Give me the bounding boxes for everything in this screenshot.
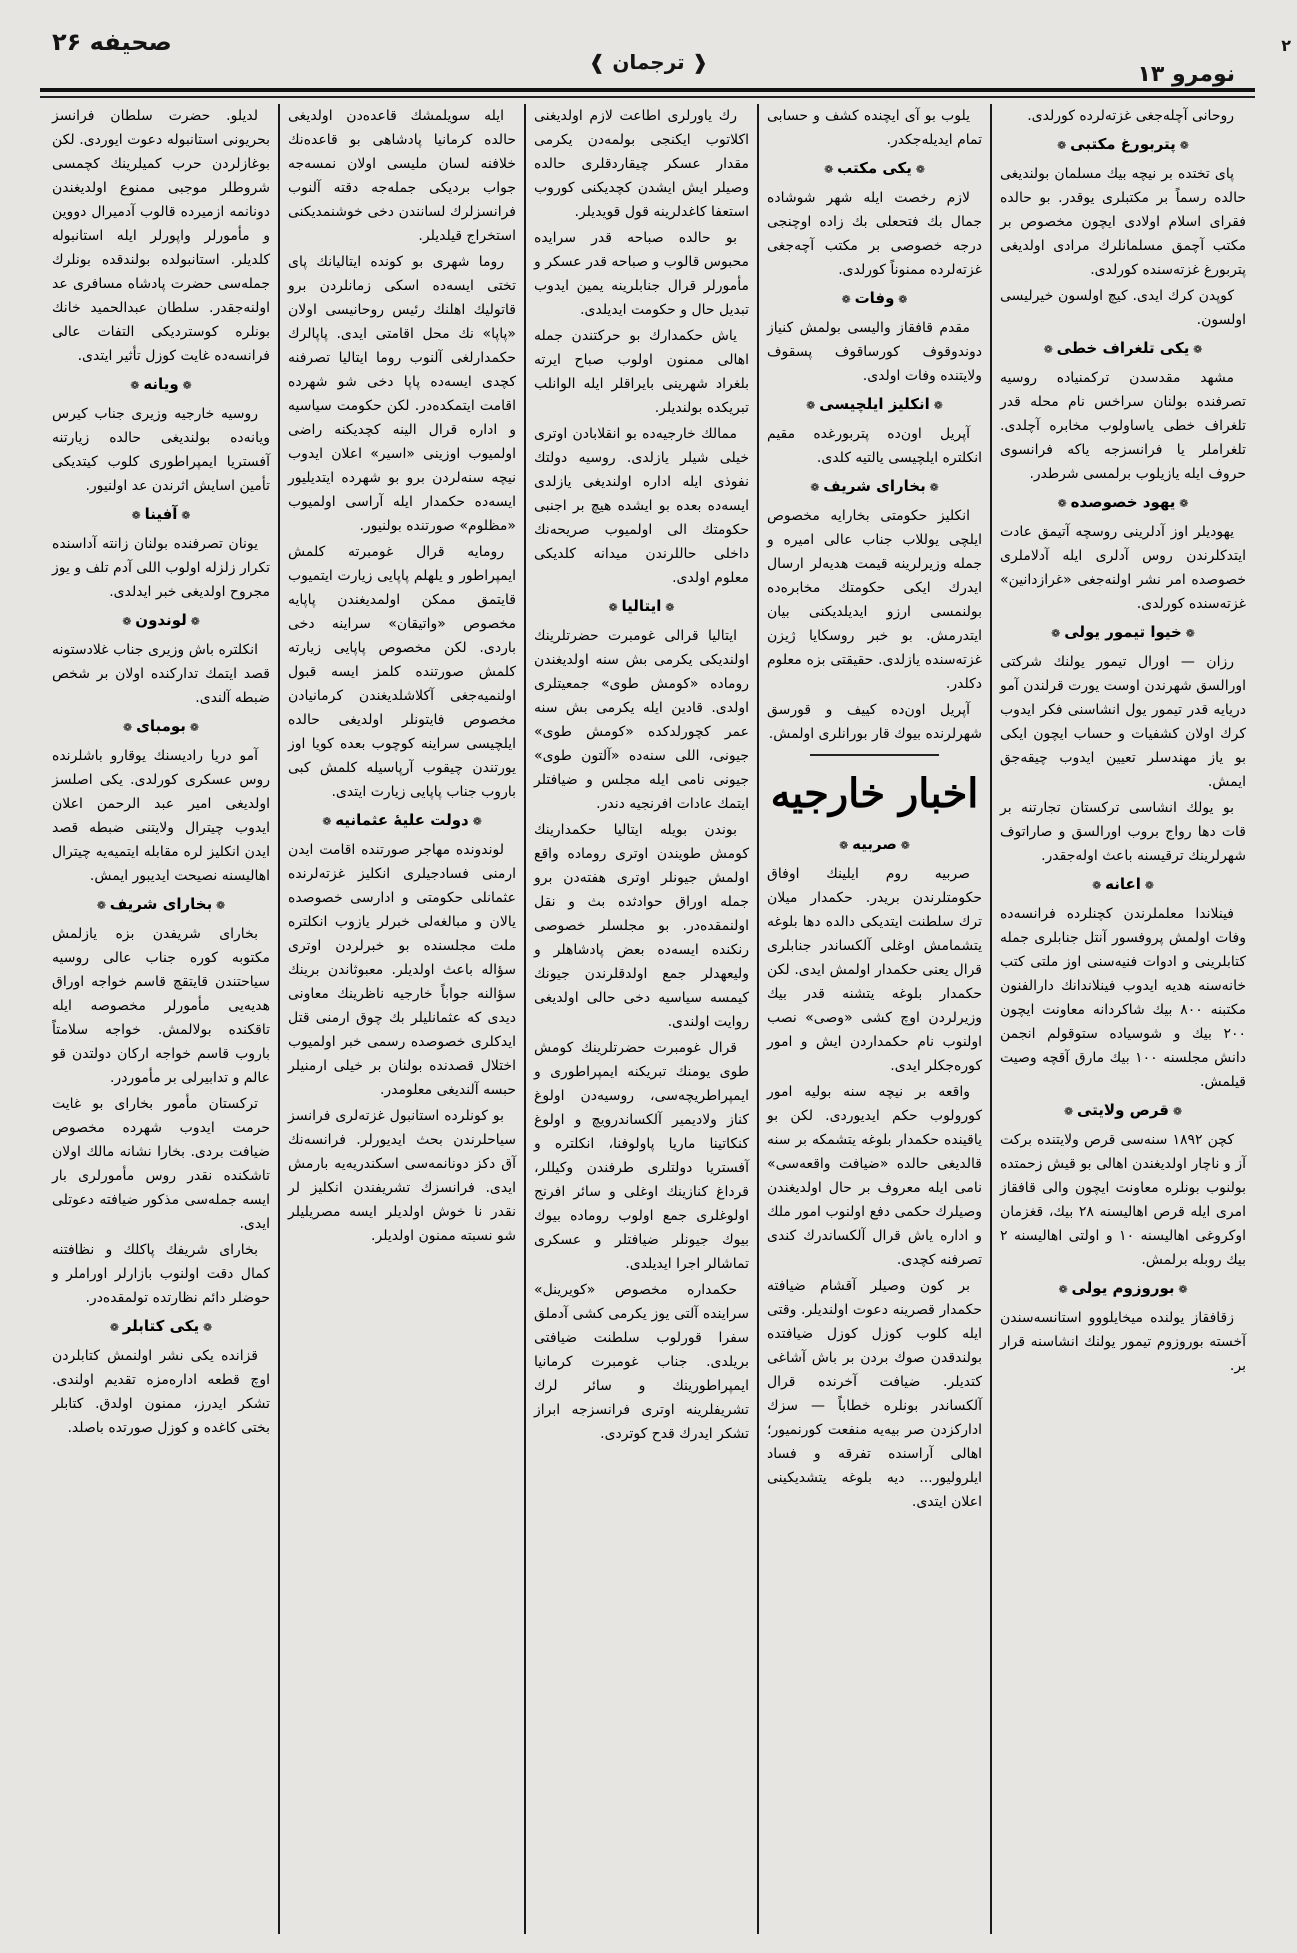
article-paragraph: روسیه خارجیه وزیری جناب کیرس ویانه‌ده بولندیغی حالده زیارتنه آفستریا ایمپراطوری کلوب کیتدیکی تأمین اسایش اثرندن عد اولنیور. (52, 406, 270, 494)
article-paragraph: بو کونلرده استانبول غزته‌لری فرانسز سیاحلرندن بحث ایدیورلر. فرانسه‌نك آق دکز دونانمه‌سی اسکندریه‌یه بارمش ایدی. فرانسزك تشریفندن انکلیز لر نقدر نا خوش اولدیلر ایسه مصریلیلر شو نسبته ممنون اولدیلر. (288, 1108, 516, 1244)
column-4 (280, 104, 526, 1934)
section-divider (810, 754, 939, 756)
article-paragraph: لدیلو. حضرت سلطان فرانسز بحریونی استانبوله دعوت ایوردی. لکن بوغازلردن حرب کمیلرینك کچمسی شروطلر موجبی ممنوع اولدیغندن دونانمه ازمیرده قالوب آدمیرال دووین و مأمورلر واپورلر ایله استانبوله کلدیلر. استانبولده بولندقده بونلرك جمله‌سی حضرت پادشاه مسافری عد اولنه‌جقدر. سلطان عبدالحمید خانك بونلره کوستردیکی التفات عالی فرانسه‌ده غایت کوزل تأثیر ایتدی. (52, 108, 270, 364)
article-paragraph: یهودیلر اوز آدلرینی روسچه آتیمق عادت ایتدکلرندن روس آدلری ایله آدلاملری خصوصده امر نشر اولنه‌جغی «غرازدانین» غزته‌سنده کورلدی. (1000, 524, 1246, 612)
issue-number: نومرو ۱۳ (1137, 62, 1235, 87)
article-paragraph: بو یولك انشاسی ترکستان تجارتنه بر قات دها رواج بروب اورالسق و صاراتوف شهرلرینك ترقیسنه باعث اوله‌جقدر. (1000, 800, 1246, 864)
corner-mark: ۲ (1281, 36, 1291, 55)
section-heading: ❁ بوروزوم یولی ❁ (1000, 1276, 1246, 1302)
section-heading: ❁ پتربورغ مکتبی ❁ (1000, 132, 1246, 158)
section-heading: ❁ صربیه ❁ (767, 832, 982, 858)
section-heading: ❁ خیوا تیمور یولی ❁ (1000, 620, 1246, 646)
article-paragraph: انکلیز حکومتی بخارایه مخصوص ایلچی یوللاب جناب عالی امیره و جمله وزیرلرینه قیمت هدیه‌لر ارسال ایدرك ایکی حکومتك مخابره‌ده بولنمسی ارزو ایدیلدیکنی بیان ایتدرمش. بو خبر روسکایا ژیزن غزته‌سنده یازلدی. حقیقتی بزه معلوم دکلدر. (767, 508, 982, 692)
section-heading: ❁ بومبای ❁ (52, 714, 270, 740)
column-5 (44, 104, 280, 1934)
article-paragraph: قرال غومبرت حضرتلرینك کومش طوی یومنك تبریکنه ایمپراطوری و ایمپراطریچه‌سی، روسیه‌دن اولوغ کناز ولادیمیر آلکساندرویچ و اولوغ کنکاتینا ماریا پاولوفنا، انکلتره و آفستریا دولتلری طرفندن وکیللر، قرداغ کنازینك اوغلی و سائر افرنج اولوغلری جمع اولوب روماده بیوك بیوك جیونلر ضیافتلر و عسکری تماشالر اجرا ایدیلدی. (534, 1040, 749, 1272)
section-heading: ❁ اعانه ❁ (1000, 872, 1246, 898)
foreign-news-banner: اخبار خارجیه (770, 770, 979, 817)
article-paragraph: واقعه بر نیچه سنه بولیه امور کورولوب حکم ایدیوردی. لکن بو یاقینده حکمدار بلوغه یتشمکه بر سنه قالدیغی حالده «ضیافت واقعه‌سی» نامی ایله معروف بر حال اولدیغندن وصیلرك حکمی دفع اولنوب امور ملك و اداره یاش قرال آلکساندرك کندی تصرفنه کچدی. (767, 1084, 982, 1268)
article-paragraph: روما شهری بو کونده ایتالیانك پای تختی ایسه‌ده اسکی زمانلردن برو قاتولیك اهلنك رئیس روحانیسی اولان «پاپا» نك محل اقامتی ایدی. پاپالرك حکمدارلغی آلنوب روما ایتالیا تصرفنه کچدی ایسه‌ده پاپا دخی شو شهرده اقامت ایتمکده‌در. لکن حکومت سیاسیه و اداره قرال الینه کچدیکنه راضی اولمیوب اوزینی «اسیر» اعلان ایدوب نیچه سنه‌لردن برو بو شهرده ایتدیلیور ایسه‌ده حکمدار ایله آراسی اولمیوب «مظلوم» صورتنده بولنیور. (288, 254, 516, 534)
section-heading: ❁ انکلیز ایلچیسی ❁ (767, 392, 982, 418)
article-paragraph: آمو دریا رادیسنك یوقارو باشلرنده روس عسکری کورلدی. یکی اصلسز اولدیغی امیر عبد الرحمن اعلان ایدوب چیترال ولایتنی ضبطه قصد ایدن انکلیز لره مقابله ایتمیه‌یه چیترال اهالیسنه نصیحت ایدیبور ایمش. (52, 748, 270, 884)
article-columns (44, 104, 1254, 1934)
section-heading: ❁ دولت علیهٔ عثمانیه ❁ (288, 808, 516, 834)
article-paragraph: لازم رخصت ایله شهر شوشاده جمال بك فتحعلی بك زاده اوچنجی درجه خصوصی بر مکتب آچه‌جغی غزته‌لرده ممنوناً کورلدی. (767, 190, 982, 278)
article-paragraph: ایتالیا قرالی غومبرت حضرتلرینك اولندیکی یکرمی بش سنه اولدیغندن روماده «کومش طوی» جمعیتلری اولدی. قادین ایله یکرمی بش سنه عمر کچورلدکده «کومش طوی» جیونی، اللی سنه‌ده «آلتون طوی» جیونی نامی ایله مجلس و ضیافتلر ایتمك عادات افرنجیه دندر. (534, 628, 749, 812)
article-paragraph: لوندونده مهاجر صورتنده اقامت ایدن ارمنی فسادجیلری انکلیز غزته‌لرنده عثمانلی حکومتی و ادارسی خصوصده یالان و مبالغه‌لی خبرلر یازوب انکلتره ملت مجلسنده بو خبرلردن اوتری سؤاله باعث اولدیلر. معبوثاندن برینك سؤالنه جواباً خارجیه ناظرینك معاونی دیدی که عثمانلیلر بك چوق ارمنی قتل ایدکلری خصوصده رسمی خبر اولمیوب اختلال قصدنده بولنان بر خیلی ارمنیلر حبسه آلندیغی معلومدر. (288, 842, 516, 1098)
header-rule (40, 88, 1255, 92)
article-paragraph: ایله سویلمشك قاعده‌دن اولدیغی حالده کرمانیا پادشاهی بو قاعده‌نك خلافنه لسان ملیسی اولان نمسه‌جه جواب بردیکی جمله‌جه دقته آلنوب فرانسزلرك لسانندن دخی خوشنمدیکنی استخراج قیلدیلر. (288, 108, 516, 244)
column-2 (759, 104, 992, 1934)
section-heading: ❁ آفینا ❁ (52, 502, 270, 528)
article-paragraph: یونان تصرفنده بولنان زانته آداسنده تکرار زلزله اولوب اللی آدم تلف و یوز مجروح اولدیغی خبر ایدلدی. (52, 536, 270, 600)
article-paragraph: فینلاندا معلملرندن کچنلرده فرانسه‌ده وفات اولمش پروفسور آنتل جنابلری جمله کتابلرینی و ادوات فنیه‌سنی اوز ملتی کتب خانه‌سنه هدیه ایدوب فینلاندانك دارالفنون مکتبنه ۸۰۰ بیك شاکردانه معاونت ایچون ۲۰۰ بیك و شوسیاده ستوقولم انجمن دانش مجلسنه ۱۰۰ بیك مارق آقچه وصیت قیلمش. (1000, 906, 1246, 1090)
article-paragraph: کچن ۱۸۹۲ سنه‌سی قرص ولایتنده برکت آز و ناچار اولدیغندن اهالی بو قیش زحمتده بولنوب بونلره معاونت ایچون والی قافقاز امری ایله قرص اهالیسنه ۲۸ بیك، قغزمان اوکروغی اهالیسنه ۱۰ و اولتی اهالیسنه ۲ بیك روبله برلمش. (1000, 1132, 1246, 1268)
article-paragraph: مشهد مقدسدن ترکمنیاده روسیه تصرفنده بولنان سراخس نام محله قدر تلغراف خطی یاساولوب مخابره آچلدی. تلغراملر یا فرانسزجه یاکه فرانسوی حروف ایله یازیلوب برلمسی شرطدر. (1000, 370, 1246, 482)
article-paragraph: حکمداره مخصوص «کویرینل» سراینده آلتی یوز یکرمی کشی آدملق سفرا قورلوب سلطنت ضیافتی بریلدی. جناب غومبرت کرمانیا ایمپراطورینك و سائر لرك تشریفلرینه اوتری فرانسزجه ابراز تشکر ایدرك قدح کوتردی. (534, 1282, 749, 1442)
article-paragraph: یاش حکمدارك بو حرکتندن جمله اهالی ممنون اولوب صباح ایرته بلغراد شهرینی بایراقلر ایله الوانلب تبریکده بولندیلر. (534, 328, 749, 416)
column-1 (992, 104, 1254, 1934)
article-paragraph: ممالك خارجیه‌ده بو انقلابادن اوتری خیلی شیلر یازلدی. روسیه دولتك نفوذی ایله اداره اولندیغی یازلدی ایسه‌ده بعده بو ایشده هیچ بر اجنبی حکومتك الی اولمیوب صریحه‌نك داخلی حاللرندن میدانه کلدیکی معلوم اولدی. (534, 426, 749, 586)
article-paragraph: آپریل اون‌ده کییف و قورسق شهرلرنده بیوك قار بورانلری اولمش. (767, 702, 982, 742)
page-number: صحیفه ۲۶ (52, 28, 172, 56)
article-paragraph: بوندن بویله ایتالیا حکمدارینك کومش طویندن اوتری روماده واقع اولمش جیونلر اوتری هفته‌دن برو جمله اوراق حوادثده بث و نقل اولنمقده‌در. بو مجلسلر خصوصی رنکنده ایسه‌ده بعض پادشاهلر و ولیعهدلر جمع اولدقلرندن جیونك کیمسه سیاسیه دخی حالی اولدیغی روایت اولندی. (534, 822, 749, 1030)
section-heading: ❁ یهود خصوصده ❁ (1000, 490, 1246, 516)
section-heading: ❁ ایتالیا ❁ (534, 594, 749, 620)
article-paragraph: رك یاورلری اطاعت لازم اولدیغنی اکلاتوب ایکنجی بولمه‌دن یکرمی مقدار عسکر چیقاردقلری حالده وصیلر ایش ایشدن کچدیکنی کوروب استعفا کاغدلرینه قول قویدیلر. (534, 108, 749, 220)
article-paragraph: رومایه قرال غومبرته کلمش ایمپراطور و یلهلم پاپایی زیارت ایتمیوب قایتمق ممکن اولمدیغندن پاپایه مخصوص «واتیقان» سراینه دخی باردی. لکن مخصوص پاپایی زیارته کلمش صورتنده کلمز ایسه قبول اولنمیه‌جغی آکلاشلدیغندن کرمانیادن مخصوص فایتونلر اولدیغی حالده ایلچیسی سراینه کوچوب بعده کویا اوز یورتندن چیقوب آرپاسیله کلمش کبی باروب جناب پاپایی زیارت ایتدی. (288, 544, 516, 800)
section-heading: ❁ وفات ❁ (767, 286, 982, 312)
section-heading: ❁ یکی کتابلر ❁ (52, 1314, 270, 1340)
header-rule-thin (40, 96, 1255, 98)
article-paragraph: بخارای شریفك پاکلك و نظافتنه کمال دقت اولنوب بازارلر اوراملر و حوضلر دائم نظارتده تولمقده‌در. (52, 1242, 270, 1306)
section-heading: ❁ یکی مکتب ❁ (767, 156, 982, 182)
article-paragraph: زقافقاز یولنده میخایلووو استانسه‌سندن آخسته بوروزوم تیمور یولنك انشاسنه قرار بر. (1000, 1310, 1246, 1374)
article-paragraph: رزان — اورال تیمور یولنك شرکتی اورالسق شهرندن اوست یورت قرلندن آمو دریایه قدر تیمور یول انشاسنی فکر ایدوب کرك اولان کشفیات و حساب ایچون ایکی بو یاز مهندسلر تعیین ایدوب چیقه‌جق ایمش. (1000, 654, 1246, 790)
article-paragraph: صربیه روم ایلینك اوفاق حکومتلرندن بریدر. حکمدار میلان ترك سلطنت ایتدیکی دالده دها بلوغه یتشمامش اوغلی آلکساندر جنابلری قرال یعنی حکمدار اولمش ایدی. لکن حکمدار بلوغه یتشنه قدر بیك وزیرلردن اوچ کشی «وصی» نصب اولنوب نام حکمداردن ایش و امور کوره‌جکلر ایدی. (767, 866, 982, 1074)
article-paragraph: کوپدن کرك ایدی. کیچ اولسون خیرلیسی اولسون. (1000, 288, 1246, 328)
section-heading: ❁ بخارای شریف ❁ (767, 474, 982, 500)
article-paragraph: روحانی آچله‌جغی غزته‌لرده کورلدی. (1027, 108, 1234, 124)
article-paragraph: یلوب بو آی ایچنده کشف و حسابی تمام ایدیله‌جکدر. (767, 108, 982, 148)
article-paragraph: انکلتره باش وزیری جناب غلادستونه قصد ایتمك تدارکنده اولان بر شخص ضبطه آلندی. (52, 642, 270, 706)
column-3 (526, 104, 759, 1934)
article-paragraph: پای تختده بر نیچه بیك مسلمان بولندیغی حالده رسماً بر مکتبلری یوقدر. بو حالده فقرای اسلام اولادی ایچون مخصوص بر مکتب آچمق مسلمانلرك مرادی اولدیغی پتربورغ غزته‌سنده کورلدی. (1000, 166, 1246, 278)
section-heading: ❁ لوندون ❁ (52, 608, 270, 634)
newspaper-title: ❰ ترجمان ❱ (588, 50, 709, 74)
section-heading: ❁ ویانه ❁ (52, 372, 270, 398)
article-paragraph: بر کون وصیلر آقشام ضیافته حکمدار قصرینه دعوت اولندیلر. وقتی ایله کلوب کوزل کوزل ضیافتده بولندقدن صوك بردن بر باش آشاغی کتدیلر. ضیافت آخرنده قرال آلکساندر بونلره خطاباً — سزك ادارکزدن صر بیه‌یه منفعت کورنمیور؛ اهالی آراسنده تفرقه و فساد ایلرولیور... دیه بلوغه یتشدیکینی اعلان ایتدی. (767, 1278, 982, 1510)
article-paragraph: بخارای شریفدن بزه یازلمش مکتوبه کوره جناب عالی روسیه سیاحتندن قایتقچ قاسم خواجه اوراق هدیه‌یی مأمورلر مخصوصه ایله تاقکنده بولالمش. خواجه سلامتاً باروب قاسم خواجه ارکان دولتدن قو عالم و تدابیرلی بر مأموردر. (52, 926, 270, 1086)
section-heading: ❁ قرص ولایتی ❁ (1000, 1098, 1246, 1124)
section-heading: ❁ بخارای شریف ❁ (52, 892, 270, 918)
article-paragraph: بو حالده صباحه قدر سرایده محبوس قالوب و صباحه قدر عسکر و مأمورلر قرال جنابلرینه یمین ایدوب تبدیل حال و حکومت ایدیلدی. (534, 230, 749, 318)
article-paragraph: قزانده یکی نشر اولنمش کتابلردن اوچ قطعه اداره‌مزه تقدیم اولندی. تشکر ایدرز، ممنون اولدق. کتابلر بختی کاغده و کوزل صورتده باصلد. (52, 1348, 270, 1436)
section-heading: ❁ یکی تلغراف خطی ❁ (1000, 336, 1246, 362)
article-paragraph: مقدم قافقاز والیسی بولمش کنیاز دوندوقوف کورساقوف پسقوف ولایتنده وفات اولدی. (767, 320, 982, 384)
article-paragraph: ترکستان مأمور بخارای بو غایت حرمت ایدوب شهرده مخصوص ضیافت بردی. بخارا نشانه مالك اولان تاشکنده نقدر روس مأمورلری بار ایسه جمله‌سی مذکور ضیافته دعوتلی ایدی. (52, 1096, 270, 1232)
article-paragraph: آپریل اون‌ده پتربورغده مقیم انکلتره ایلچیسی یالتیه کلدی. (767, 426, 982, 466)
